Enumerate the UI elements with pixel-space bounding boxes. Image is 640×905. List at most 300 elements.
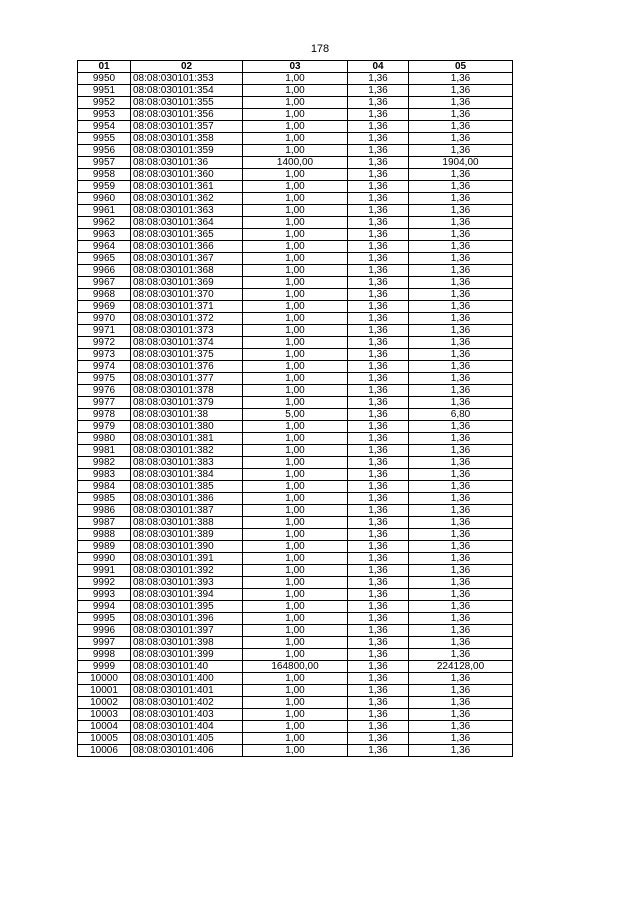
row-number-cell: 9977 (78, 397, 131, 409)
row-number-cell: 9995 (78, 613, 131, 625)
rate-cell: 1,36 (348, 601, 409, 613)
row-number-cell: 9988 (78, 529, 131, 541)
table-row (78, 241, 513, 253)
table-row (78, 169, 513, 181)
table-row (78, 409, 513, 421)
rate-cell: 1,36 (348, 349, 409, 361)
value-cell: 1,36 (409, 145, 513, 157)
row-number-cell: 10003 (78, 709, 131, 721)
row-number-cell: 9966 (78, 265, 131, 277)
cadastral-number-cell: 08:08:030101:382 (131, 445, 243, 457)
rate-cell: 1,36 (348, 145, 409, 157)
value-cell: 1,36 (409, 745, 513, 757)
area-cell: 1,00 (243, 721, 348, 733)
table-row (78, 397, 513, 409)
row-number-cell: 9965 (78, 253, 131, 265)
table-row (78, 649, 513, 661)
rate-cell: 1,36 (348, 469, 409, 481)
row-number-cell: 9961 (78, 205, 131, 217)
row-number-cell: 9989 (78, 541, 131, 553)
table-row (78, 745, 513, 757)
rate-cell: 1,36 (348, 481, 409, 493)
row-number-cell: 9969 (78, 301, 131, 313)
area-cell: 1,00 (243, 253, 348, 265)
cadastral-number-cell: 08:08:030101:354 (131, 85, 243, 97)
value-cell: 1,36 (409, 493, 513, 505)
row-number-cell: 9959 (78, 181, 131, 193)
value-cell: 1,36 (409, 433, 513, 445)
cadastral-number-cell: 08:08:030101:363 (131, 205, 243, 217)
rate-cell: 1,36 (348, 421, 409, 433)
table-row (78, 265, 513, 277)
area-cell: 1,00 (243, 733, 348, 745)
cadastral-number-cell: 08:08:030101:368 (131, 265, 243, 277)
area-cell: 1,00 (243, 421, 348, 433)
value-cell: 1,36 (409, 253, 513, 265)
rate-cell: 1,36 (348, 409, 409, 421)
table-row (78, 589, 513, 601)
cadastral-number-cell: 08:08:030101:355 (131, 97, 243, 109)
row-number-cell: 10005 (78, 733, 131, 745)
value-cell: 1,36 (409, 637, 513, 649)
area-cell: 1,00 (243, 85, 348, 97)
cadastral-number-cell: 08:08:030101:383 (131, 457, 243, 469)
area-cell: 1,00 (243, 97, 348, 109)
row-number-cell: 9958 (78, 169, 131, 181)
rate-cell: 1,36 (348, 397, 409, 409)
rate-cell: 1,36 (348, 193, 409, 205)
value-cell: 1,36 (409, 565, 513, 577)
cadastral-number-cell: 08:08:030101:365 (131, 229, 243, 241)
table-row (78, 133, 513, 145)
cadastral-number-cell: 08:08:030101:375 (131, 349, 243, 361)
value-cell: 1,36 (409, 397, 513, 409)
table-row (78, 121, 513, 133)
value-cell: 1,36 (409, 205, 513, 217)
area-cell: 1,00 (243, 301, 348, 313)
cadastral-number-cell: 08:08:030101:380 (131, 421, 243, 433)
rate-cell: 1,36 (348, 637, 409, 649)
value-cell: 6,80 (409, 409, 513, 421)
cadastral-number-cell: 08:08:030101:359 (131, 145, 243, 157)
table-row (78, 301, 513, 313)
area-cell: 1,00 (243, 385, 348, 397)
value-cell: 1,36 (409, 217, 513, 229)
cadastral-number-cell: 08:08:030101:366 (131, 241, 243, 253)
area-cell: 1,00 (243, 397, 348, 409)
table-row (78, 109, 513, 121)
cadastral-number-cell: 08:08:030101:398 (131, 637, 243, 649)
value-cell: 1,36 (409, 241, 513, 253)
table-row (78, 469, 513, 481)
area-cell: 1,00 (243, 625, 348, 637)
value-cell: 1,36 (409, 601, 513, 613)
area-cell: 1,00 (243, 649, 348, 661)
table-row (78, 661, 513, 673)
row-number-cell: 9972 (78, 337, 131, 349)
area-cell: 1,00 (243, 589, 348, 601)
row-number-cell: 9980 (78, 433, 131, 445)
row-number-cell: 9950 (78, 73, 131, 85)
table-row (78, 313, 513, 325)
rate-cell: 1,36 (348, 553, 409, 565)
area-cell: 1400,00 (243, 157, 348, 169)
value-cell: 1,36 (409, 73, 513, 85)
row-number-cell: 9978 (78, 409, 131, 421)
rate-cell: 1,36 (348, 325, 409, 337)
value-cell: 1,36 (409, 349, 513, 361)
area-cell: 1,00 (243, 433, 348, 445)
rate-cell: 1,36 (348, 457, 409, 469)
row-number-cell: 9982 (78, 457, 131, 469)
row-number-cell: 9981 (78, 445, 131, 457)
cadastral-number-cell: 08:08:030101:391 (131, 553, 243, 565)
value-cell: 1,36 (409, 577, 513, 589)
row-number-cell: 9964 (78, 241, 131, 253)
column-header-03: 03 (243, 61, 348, 73)
area-cell: 1,00 (243, 349, 348, 361)
cadastral-number-cell: 08:08:030101:373 (131, 325, 243, 337)
row-number-cell: 9973 (78, 349, 131, 361)
rate-cell: 1,36 (348, 85, 409, 97)
area-cell: 1,00 (243, 445, 348, 457)
area-cell: 1,00 (243, 193, 348, 205)
row-number-cell: 9990 (78, 553, 131, 565)
column-header-04: 04 (348, 61, 409, 73)
cadastral-number-cell: 08:08:030101:353 (131, 73, 243, 85)
cadastral-number-cell: 08:08:030101:367 (131, 253, 243, 265)
cadastral-number-cell: 08:08:030101:404 (131, 721, 243, 733)
table-row (78, 433, 513, 445)
column-header-01: 01 (78, 61, 131, 73)
rate-cell: 1,36 (348, 649, 409, 661)
cadastral-number-cell: 08:08:030101:36 (131, 157, 243, 169)
table-row (78, 421, 513, 433)
table-row (78, 73, 513, 85)
area-cell: 1,00 (243, 361, 348, 373)
row-number-cell: 9960 (78, 193, 131, 205)
rate-cell: 1,36 (348, 541, 409, 553)
table-row (78, 277, 513, 289)
area-cell: 1,00 (243, 697, 348, 709)
value-cell: 1,36 (409, 277, 513, 289)
cadastral-number-cell: 08:08:030101:402 (131, 697, 243, 709)
row-number-cell: 10002 (78, 697, 131, 709)
cadastral-number-cell: 08:08:030101:385 (131, 481, 243, 493)
rate-cell: 1,36 (348, 565, 409, 577)
table-row (78, 709, 513, 721)
row-number-cell: 9976 (78, 385, 131, 397)
cadastral-number-cell: 08:08:030101:393 (131, 577, 243, 589)
rate-cell: 1,36 (348, 73, 409, 85)
area-cell: 1,00 (243, 577, 348, 589)
area-cell: 1,00 (243, 289, 348, 301)
table-row (78, 577, 513, 589)
table-row (78, 217, 513, 229)
area-cell: 1,00 (243, 493, 348, 505)
value-cell: 1,36 (409, 457, 513, 469)
row-number-cell: 9998 (78, 649, 131, 661)
value-cell: 1,36 (409, 313, 513, 325)
value-cell: 1,36 (409, 733, 513, 745)
rate-cell: 1,36 (348, 589, 409, 601)
area-cell: 1,00 (243, 469, 348, 481)
area-cell: 1,00 (243, 181, 348, 193)
cadastral-number-cell: 08:08:030101:357 (131, 121, 243, 133)
row-number-cell: 9997 (78, 637, 131, 649)
cadastral-number-cell: 08:08:030101:379 (131, 397, 243, 409)
value-cell: 1,36 (409, 589, 513, 601)
area-cell: 1,00 (243, 229, 348, 241)
table-row (78, 493, 513, 505)
value-cell: 1,36 (409, 181, 513, 193)
area-cell: 1,00 (243, 505, 348, 517)
row-number-cell: 10001 (78, 685, 131, 697)
table-row (78, 229, 513, 241)
rate-cell: 1,36 (348, 121, 409, 133)
table-row (78, 337, 513, 349)
area-cell: 1,00 (243, 337, 348, 349)
cadastral-number-cell: 08:08:030101:384 (131, 469, 243, 481)
value-cell: 1,36 (409, 481, 513, 493)
cadastral-number-cell: 08:08:030101:381 (131, 433, 243, 445)
row-number-cell: 9971 (78, 325, 131, 337)
row-number-cell: 9983 (78, 469, 131, 481)
table-row (78, 157, 513, 169)
row-number-cell: 9954 (78, 121, 131, 133)
cadastral-number-cell: 08:08:030101:371 (131, 301, 243, 313)
value-cell: 1,36 (409, 361, 513, 373)
cadastral-number-cell: 08:08:030101:364 (131, 217, 243, 229)
area-cell: 1,00 (243, 457, 348, 469)
value-cell: 1,36 (409, 109, 513, 121)
rate-cell: 1,36 (348, 265, 409, 277)
area-cell: 1,00 (243, 685, 348, 697)
table-row (78, 685, 513, 697)
table-row (78, 541, 513, 553)
row-number-cell: 9968 (78, 289, 131, 301)
area-cell: 1,00 (243, 745, 348, 757)
area-cell: 1,00 (243, 145, 348, 157)
area-cell: 1,00 (243, 529, 348, 541)
table-row (78, 181, 513, 193)
rate-cell: 1,36 (348, 277, 409, 289)
rate-cell: 1,36 (348, 133, 409, 145)
table-row (78, 517, 513, 529)
rate-cell: 1,36 (348, 205, 409, 217)
value-cell: 1,36 (409, 505, 513, 517)
row-number-cell: 9985 (78, 493, 131, 505)
value-cell: 224128,00 (409, 661, 513, 673)
value-cell: 1,36 (409, 541, 513, 553)
rate-cell: 1,36 (348, 721, 409, 733)
area-cell: 1,00 (243, 709, 348, 721)
table-row (78, 505, 513, 517)
row-number-cell: 9952 (78, 97, 131, 109)
cadastral-number-cell: 08:08:030101:397 (131, 625, 243, 637)
rate-cell: 1,36 (348, 697, 409, 709)
table-row (78, 85, 513, 97)
value-cell: 1,36 (409, 673, 513, 685)
row-number-cell: 10000 (78, 673, 131, 685)
row-number-cell: 9996 (78, 625, 131, 637)
area-cell: 1,00 (243, 637, 348, 649)
rate-cell: 1,36 (348, 373, 409, 385)
rate-cell: 1,36 (348, 493, 409, 505)
value-cell: 1,36 (409, 649, 513, 661)
area-cell: 1,00 (243, 613, 348, 625)
cadastral-number-cell: 08:08:030101:38 (131, 409, 243, 421)
value-cell: 1,36 (409, 553, 513, 565)
rate-cell: 1,36 (348, 157, 409, 169)
rate-cell: 1,36 (348, 313, 409, 325)
cadastral-number-cell: 08:08:030101:376 (131, 361, 243, 373)
value-cell: 1,36 (409, 709, 513, 721)
value-cell: 1,36 (409, 445, 513, 457)
table-row (78, 697, 513, 709)
table-row (78, 673, 513, 685)
value-cell: 1,36 (409, 97, 513, 109)
row-number-cell: 9957 (78, 157, 131, 169)
rate-cell: 1,36 (348, 361, 409, 373)
row-number-cell: 9994 (78, 601, 131, 613)
area-cell: 1,00 (243, 325, 348, 337)
cadastral-number-cell: 08:08:030101:405 (131, 733, 243, 745)
row-number-cell: 10004 (78, 721, 131, 733)
value-cell: 1,36 (409, 517, 513, 529)
row-number-cell: 9987 (78, 517, 131, 529)
value-cell: 1,36 (409, 685, 513, 697)
value-cell: 1,36 (409, 193, 513, 205)
value-cell: 1,36 (409, 529, 513, 541)
table-row (78, 205, 513, 217)
row-number-cell: 9991 (78, 565, 131, 577)
table-row (78, 325, 513, 337)
area-cell: 1,00 (243, 601, 348, 613)
rate-cell: 1,36 (348, 241, 409, 253)
cadastral-number-cell: 08:08:030101:378 (131, 385, 243, 397)
cadastral-number-cell: 08:08:030101:387 (131, 505, 243, 517)
area-cell: 1,00 (243, 169, 348, 181)
row-number-cell: 9975 (78, 373, 131, 385)
cadastral-number-cell: 08:08:030101:372 (131, 313, 243, 325)
area-cell: 1,00 (243, 553, 348, 565)
cadastral-number-cell: 08:08:030101:361 (131, 181, 243, 193)
area-cell: 1,00 (243, 517, 348, 529)
area-cell: 1,00 (243, 121, 348, 133)
rate-cell: 1,36 (348, 445, 409, 457)
table-row (78, 565, 513, 577)
value-cell: 1,36 (409, 697, 513, 709)
value-cell: 1,36 (409, 85, 513, 97)
cadastral-number-cell: 08:08:030101:388 (131, 517, 243, 529)
table-row (78, 289, 513, 301)
rate-cell: 1,36 (348, 97, 409, 109)
cadastral-number-cell: 08:08:030101:377 (131, 373, 243, 385)
value-cell: 1,36 (409, 625, 513, 637)
row-number-cell: 9970 (78, 313, 131, 325)
value-cell: 1,36 (409, 301, 513, 313)
table-row (78, 721, 513, 733)
rate-cell: 1,36 (348, 661, 409, 673)
cadastral-number-cell: 08:08:030101:394 (131, 589, 243, 601)
row-number-cell: 9955 (78, 133, 131, 145)
area-cell: 1,00 (243, 133, 348, 145)
value-cell: 1,36 (409, 289, 513, 301)
area-cell: 5,00 (243, 409, 348, 421)
value-cell: 1,36 (409, 265, 513, 277)
area-cell: 1,00 (243, 73, 348, 85)
cadastral-number-cell: 08:08:030101:389 (131, 529, 243, 541)
row-number-cell: 9986 (78, 505, 131, 517)
cadastral-number-cell: 08:08:030101:386 (131, 493, 243, 505)
area-cell: 1,00 (243, 373, 348, 385)
row-number-cell: 9953 (78, 109, 131, 121)
table-row (78, 385, 513, 397)
area-cell: 1,00 (243, 205, 348, 217)
table-row (78, 733, 513, 745)
table-row (78, 637, 513, 649)
table-row (78, 481, 513, 493)
value-cell: 1,36 (409, 385, 513, 397)
row-number-cell: 9967 (78, 277, 131, 289)
area-cell: 164800,00 (243, 661, 348, 673)
value-cell: 1,36 (409, 469, 513, 481)
table-row (78, 613, 513, 625)
table-row (78, 601, 513, 613)
cadastral-number-cell: 08:08:030101:392 (131, 565, 243, 577)
area-cell: 1,00 (243, 313, 348, 325)
value-cell: 1,36 (409, 421, 513, 433)
value-cell: 1,36 (409, 721, 513, 733)
row-number-cell: 9951 (78, 85, 131, 97)
cadastral-number-cell: 08:08:030101:399 (131, 649, 243, 661)
area-cell: 1,00 (243, 217, 348, 229)
page-number: 178 (310, 43, 330, 55)
rate-cell: 1,36 (348, 529, 409, 541)
table-row (78, 193, 513, 205)
table-row (78, 145, 513, 157)
table-header (78, 61, 513, 73)
area-cell: 1,00 (243, 673, 348, 685)
table-row (78, 361, 513, 373)
cadastral-number-cell: 08:08:030101:370 (131, 289, 243, 301)
rate-cell: 1,36 (348, 229, 409, 241)
rate-cell: 1,36 (348, 301, 409, 313)
row-number-cell: 9999 (78, 661, 131, 673)
table-row (78, 553, 513, 565)
cadastral-number-cell: 08:08:030101:406 (131, 745, 243, 757)
area-cell: 1,00 (243, 541, 348, 553)
column-header-05: 05 (409, 61, 513, 73)
row-number-cell: 9984 (78, 481, 131, 493)
cadastral-number-cell: 08:08:030101:395 (131, 601, 243, 613)
cadastral-number-cell: 08:08:030101:369 (131, 277, 243, 289)
value-cell: 1,36 (409, 169, 513, 181)
row-number-cell: 10006 (78, 745, 131, 757)
table-body (78, 73, 513, 757)
rate-cell: 1,36 (348, 745, 409, 757)
rate-cell: 1,36 (348, 337, 409, 349)
area-cell: 1,00 (243, 277, 348, 289)
value-cell: 1904,00 (409, 157, 513, 169)
area-cell: 1,00 (243, 241, 348, 253)
row-number-cell: 9974 (78, 361, 131, 373)
table-row (78, 457, 513, 469)
table-row (78, 373, 513, 385)
rate-cell: 1,36 (348, 109, 409, 121)
cadastral-number-cell: 08:08:030101:362 (131, 193, 243, 205)
